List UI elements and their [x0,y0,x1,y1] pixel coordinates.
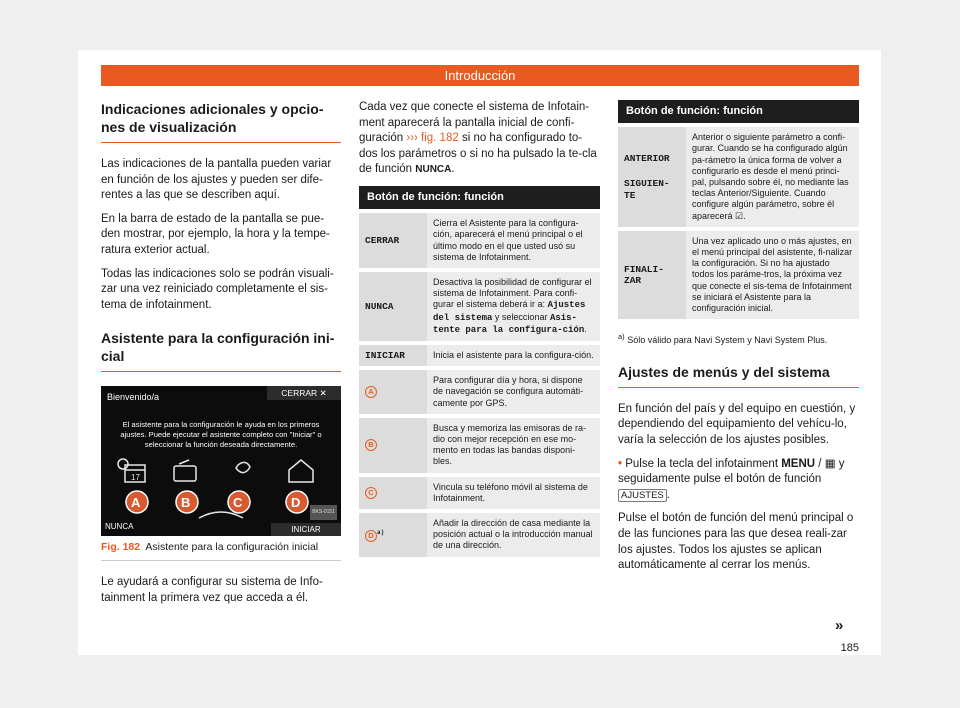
paragraph: Todas las indicaciones solo se podrán visuali-zar una vez reiniciado completamente el sis-tema de infotainment. [101,267,334,311]
paragraph: En la barra de estado de la pantalla se pue-den mostrar, por ejemplo, la hora y la tempe-ratura exterior actual. [101,212,330,256]
key-cell: CERRAR [359,211,427,270]
svg-text:C: C [233,495,243,511]
key-name: NUNCA [415,164,452,176]
key-cell: FINALI-ZAR [618,229,686,319]
key-cell: NUNCA [359,270,427,343]
radio-icon [174,466,196,481]
section-heading: Ajustes de menús y del sistema [618,363,830,380]
key-cell: A [359,368,427,416]
figure-badge: BKS-0151 [310,505,337,521]
intro-paragraph: Cada vez que conecte el sistema de Infotain-ment aparecerá la pantalla inicial de confi-guración ››› fig. 182 si no ha configurado to-dos los parámetros o si no ha pulsado la te-cla de función NUNCA. [359,101,597,176]
key-cell: B [359,416,427,475]
desc-cell: Inicia el asistente para la configura-ción. [427,343,600,368]
figure-screen [101,386,341,536]
table-header: Botón de función: función [359,186,600,211]
screen-start-button: INICIAR [271,523,341,536]
column-middle [359,100,600,557]
table-row [359,475,600,511]
table-row [359,416,600,475]
figure-caption [101,540,341,561]
table-row [359,211,600,270]
table-row [618,229,859,319]
desc-cell: Anterior o siguiente parámetro a confi-gurar. Cuando se ha configurado algún pa-rámetro la única forma de volver a configurarlo es desde el menú princi-pal, pulsando sobre él, no mediante las teclas Anterior/Siguiente. Cuando configure algún parámetro, sobre él aparecerá ☑. [686,125,859,229]
table-row [359,270,600,343]
desc-cell: Para configurar día y hora, si dispone de navegación se configura automáti-camente por GPS. [427,368,600,416]
figure-number: Fig. 182 [101,541,141,554]
footnote: $^{a)}$ Sólo válido para Navi System y Navi System Plus. [618,332,828,346]
paragraph: En función del país y del equipo en cuestión, y dependiendo del equipamiento del vehícu-lo, varía la selección de los ajustes posibles. [618,402,856,447]
clock-icon [118,459,128,469]
column-left [101,100,341,614]
checkbox-icon: ☑. [735,210,746,221]
table-row [359,343,600,368]
desc-cell: Busca y memoriza las emisoras de ra-dio con mejor recepción en ese mo-mento en todas las bandas disponi-bles. [427,416,600,475]
settings-key: AJUSTES [618,489,667,502]
key-cell: D $^{a)}$ [359,511,427,557]
svg-text:B: B [181,495,191,511]
continue-mark: » [835,617,844,634]
screen-text: El asistente para la configuración le ayuda en los primeros ajustes. Puede ejecutar el asistente completo con "Iniciar" o seleccionar la función deseada directamente. [120,420,322,450]
paragraph: Pulse el botón de función del menú principal o de las funciones para las que desea reali-zar los ajustes. Todos los ajustes se aplican automáticamente al cerrar los menús. [618,512,854,572]
key-cell: C [359,475,427,511]
svg-text:D: D [291,495,301,511]
screen-title: Bienvenido/a [107,392,160,403]
figure-link[interactable]: fig. 182 [421,132,459,145]
heading-block [101,100,341,143]
desc-cell: Cierra el Asistente para la configura-ción, aparecerá el menú principal o el último modo en el que usted usó su sistema de Infotainment. [427,211,600,270]
paragraph: Le ayudará a configurar su sistema de Info-tainment la primera vez que acceda a él. [101,575,323,604]
function-table [618,100,859,319]
home-icon [289,460,313,482]
table-header: Botón de función: función [618,100,859,125]
desc-cell: Añadir la dirección de casa mediante la posición actual o la introducción manual de una dirección. [427,511,600,557]
svg-text:A: A [131,495,141,511]
phone-icon [236,463,250,473]
function-table [359,186,600,557]
heading-block [101,329,341,372]
screen-close-button: CERRAR ✕ [267,386,341,400]
section-heading: Asistente para la configuración ini-cial [101,330,335,365]
desc-cell: Una vez aplicado uno o más ajustes, en el menú principal del asistente, fi-nalizar la configuración. Si no ha ajustado todos los paráme-tros, la próxima vez que conecte el sis-tema de Infotainment se iniciará el Asistente para la configuración inicial. [686,229,859,319]
screen-never-button: NUNCA [105,521,134,531]
calendar-day: 17 [131,473,140,483]
desc-cell: Desactiva la posibilidad de configurar el sistema de Infotainment. Para confi-gurar el sistema deberá ir a: Ajustes del sistema y seleccionar Asis-tente para la configura-ción. [427,270,600,343]
bullet-paragraph: • Pulse la tecla del infotainment MENU / ▦ y seguidamente pulse el botón de función AJUSTES . [618,457,845,501]
figure-caption-text: Asistente para la configuración inicial [145,541,319,554]
grid-icon: ▦ [824,457,836,470]
key-cell: INICIAR [359,343,427,368]
page-number: 185 [840,642,859,654]
screen-icons [101,386,341,536]
section-header: Introducción [101,65,859,86]
key-cell: ANTERIOR SIGUIEN-TE [618,125,686,229]
desc-cell: Vincula su teléfono móvil al sistema de Infotainment. [427,475,600,511]
paragraph: Las indicaciones de la pantalla pueden variar en función de los ajustes y pueden ser dife-rentes a las que se describen aquí. [101,158,332,202]
menu-key: MENU [781,457,816,470]
table-row [618,125,859,229]
heading-block [618,363,859,388]
column-right [618,100,859,582]
section-heading: Indicaciones adicionales y opcio-nes de visualización [101,101,324,135]
table-row [359,368,600,416]
table-row [359,511,600,557]
reference-arrow: ››› [406,132,418,145]
